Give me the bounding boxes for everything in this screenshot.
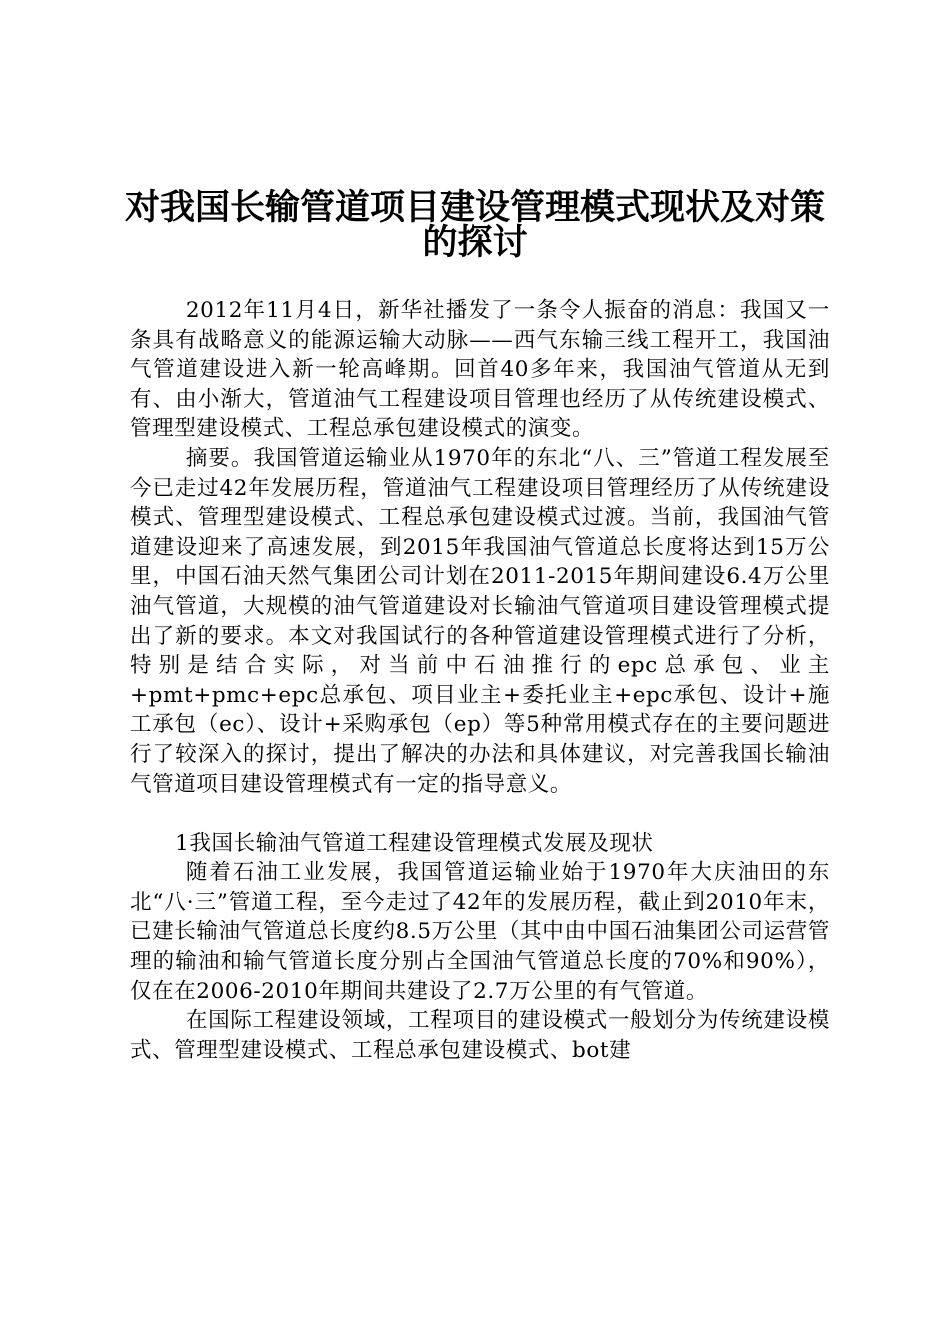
document-title-line1: 对我国长输管道项目建设管理模式现状及对策 [124, 187, 825, 228]
document-title-line2: 的探讨 [422, 222, 528, 263]
abstract-paragraph: 摘要。我国管道运输业从1970年的东北“八、三”管道工程发展至今已走过42年发展历程，管道油气工程建设项目管理经历了从传统建设模式、管理型建设模式、工程总承包建设模式过渡。当前，我国油气管道建设迎来了高速发展，到2015年我国油气管道总长度将达到15万公里，中国石油天然气集团公司计划在2011-2015年期间建设6.4万公里油气管道，大规模的油气管道建设对长输油气管道项目建设管理模式提出了新的要求。本文对我国试行的各种管道建设管理模式进行了分析，特别是结合实际，对当前中石油推行的epc总承包、业主+pmt+pmc+epc总承包、项目业主+委托业主+epc承包、设计+施工承包（ec）、设计+采购承包（ep）等5种常用模式存在的主要问题进行了较深入的探讨，提出了解决的办法和具体建议，对完善我国长输油气管道项目建设管理模式有一定的指导意义。 [130, 445, 830, 797]
intro-paragraph: 2012年11月4日，新华社播发了一条令人振奋的消息：我国又一条具有战略意义的能源运输大动脉——西气东输三线工程开工，我国油气管道建设进入新一轮高峰期。回首40多年来，我国油气管道从无到有、由小渐大，管道油气工程建设项目管理也经历了从传统建设模式、管理型建设模式、工程总承包建设模式的演变。 [130, 298, 830, 442]
section-heading: 1我国长输油气管道工程建设管理模式发展及现状 [175, 830, 654, 856]
history-paragraph: 随着石油工业发展，我国管道运输业始于1970年大庆油田的东北“八·三”管道工程，至今走过了42年的发展历程，截止到2010年末，已建长输油气管道总长度约8.5万公里（其中由中国石油集团公司运营管理的输油和输气管道长度分别占全国油气管道总长度的70%和90%），仅在在2006-2010年期间共建设了2.7万公里的有气管道。 [130, 860, 830, 1004]
document-body [130, 296, 830, 1065]
models-paragraph: 在国际工程建设领域，工程项目的建设模式一般划分为传统建设模式、管理型建设模式、工程总承包建设模式、bot建 [130, 1008, 830, 1063]
